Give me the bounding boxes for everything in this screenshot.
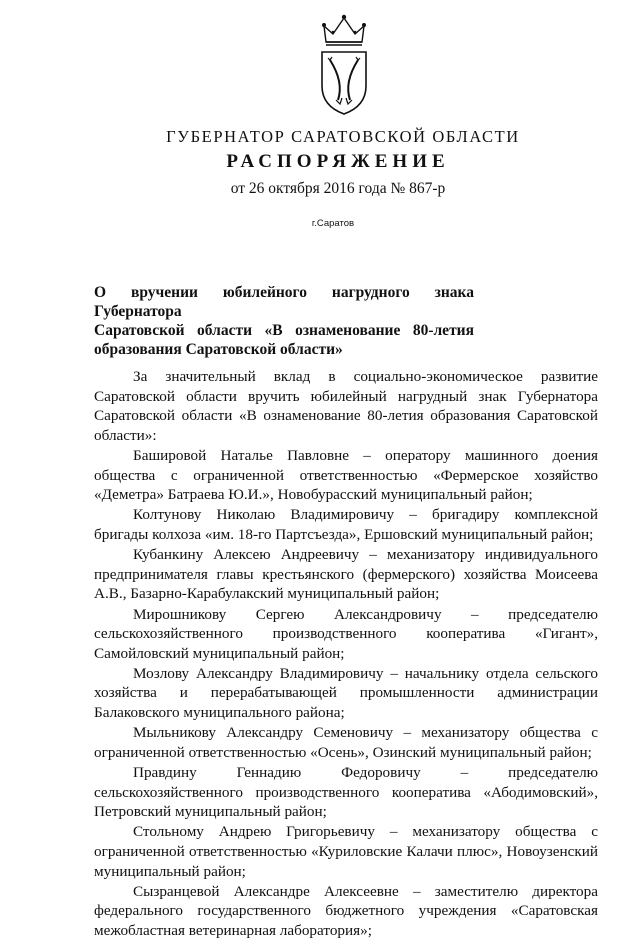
document-body [94,367,598,941]
saratov-coat-of-arms-icon [316,12,372,118]
awardee-paragraph: Мыльникову Александру Семеновичу – механизатору общества с ограниченной ответственностью «Осень», Озинский муниципальный район; [94,724,598,761]
subject-line: О вручении юбилейного нагрудного знака Губернатора [94,284,474,320]
subject-line: Саратовской области «В ознаменование 80-летия [94,322,474,339]
document-type-title: РАСПОРЯЖЕНИЕ [226,151,450,172]
awardee-paragraph: Правдину Геннадию Федоровичу – председателю сельскохозяйственного производственного кооператива «Абодимовский», Петровский муниципальный район; [94,764,598,821]
awardee-paragraph: Мирошникову Сергею Александровичу – председателю сельскохозяйственного производственного кооператива «Гигант», Самойловский муниципальный район; [94,605,598,662]
awardee-paragraph: Стольному Андрею Григорьевичу – механизатору общества с ограниченной ответственностью «Куриловские Калачи плюс», Новоузенский муниципальный район; [94,823,598,880]
document-date-number: от 26 октября 2016 года № 867-р [230,180,446,197]
issuing-authority: ГУБЕРНАТОР САРАТОВСКОЙ ОБЛАСТИ [166,127,520,146]
awardee-paragraph: Башировой Наталье Павловне – оператору машинного доения общества с ограниченной ответственностью «Фермерское хозяйство «Деметра» Батраева Ю.И.», Новобурасский муниципальный район; [94,446,598,504]
body-paragraph: За значительный вклад в социально-экономическое развитие Саратовской области вручить юбилейный нагрудный знак Губернатора Саратовской области «В ознаменование 80-летия образования Саратовской области»: [94,368,598,444]
awardee-paragraph: Мозлову Александру Владимировичу – начальнику отдела сельского хозяйства и перерабатывающей промышленности администрации Балаковского муниципального района; [94,664,598,722]
awardee-paragraph: Сызранцевой Александре Алексеевне – заместителю директора федерального государственного бюджетного учреждения «Саратовская межобластная ветеринарная лаборатория»; [94,882,598,939]
issue-city: г.Саратов [311,218,355,229]
awardee-paragraph: Кубанкину Алексею Андреевичу – механизатору индивидуального предпринимателя главы крестьянского (фермерского) хозяйства Моисеева А.В., Базарно-Карабулакский муниципальный район; [94,546,598,603]
subject-line: образования Саратовской области» [94,341,343,358]
awardee-paragraph: Колтунову Николаю Владимировичу – бригадиру комплексной бригады колхоза «им. 18-го Партсъезда», Ершовский муниципальный район; [94,506,598,543]
document-subject [94,283,474,359]
